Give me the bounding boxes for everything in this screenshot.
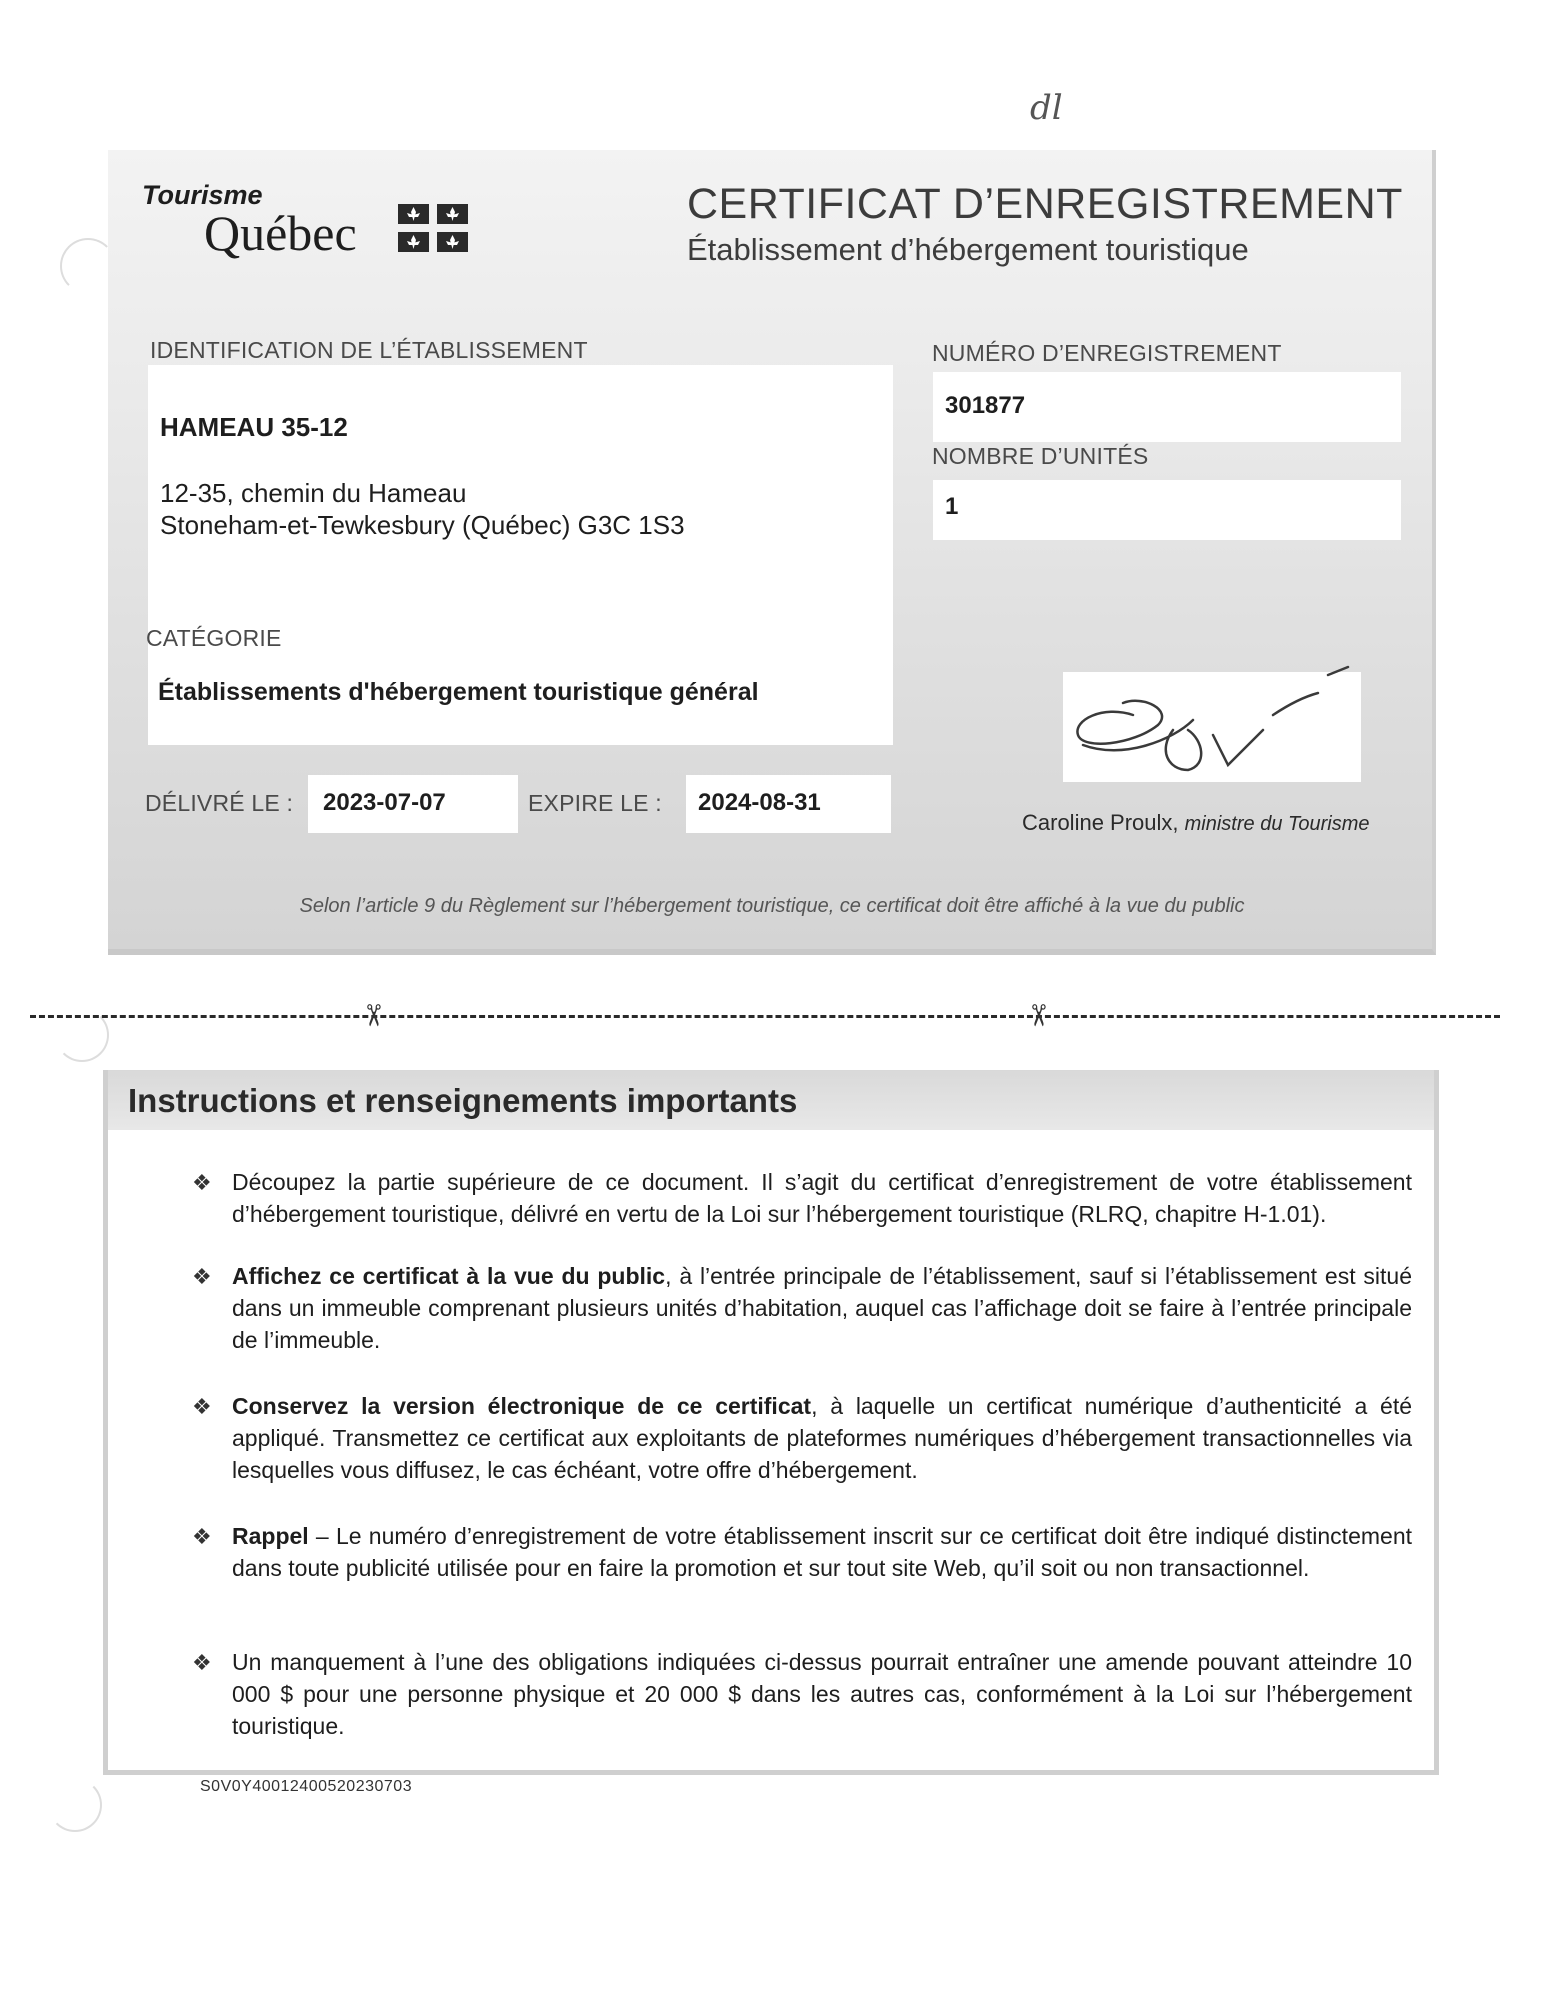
bullet-icon: ❖ <box>192 1524 212 1549</box>
margin-initials: dl <box>1030 88 1063 128</box>
instruction-item: Affichez ce certificat à la vue du public, à l’entrée principale de l’établissement, sauf si l’établissement est situé dans un immeuble comprenant plusieurs unités d’habitation, auquel cas l’affichage doit se faire à l’entrée principale de l’immeuble. <box>232 1263 1412 1353</box>
category-value: Établissements d'hébergement touristique général <box>158 678 759 706</box>
certificate-title: CERTIFICAT D’ENREGISTREMENT <box>687 180 1403 228</box>
minister-role: ministre du Tourisme <box>1184 813 1370 835</box>
address-line-1: 12-35, chemin du Hameau <box>160 478 467 508</box>
bullet-icon: ❖ <box>192 1650 212 1675</box>
instructions-title: Instructions et renseignements importants <box>128 1082 798 1119</box>
registration-number-label: NUMÉRO D’ENREGISTREMENT <box>932 340 1282 366</box>
address-line-2: Stoneham-et-Tewkesbury (Québec) G3C 1S3 <box>160 510 685 540</box>
instruction-item: Découpez la partie supérieure de ce document. Il s’agit du certificat d’enregistrement de votre établissement d’hébergement touristique, délivré en vertu de la Loi sur l’hébergement touristique (RLRQ, chapitre H-1.01). <box>232 1169 1412 1227</box>
minister-credit: Caroline Proulx, ministre du Tourisme <box>1022 810 1370 835</box>
logo-tourisme-text: Tourisme <box>142 180 263 210</box>
bullet-icon: ❖ <box>192 1170 212 1195</box>
quebec-flag-icon <box>398 204 468 252</box>
units-label: NOMBRE D’UNITÉS <box>932 443 1149 469</box>
cut-line <box>30 1015 1500 1018</box>
issued-date: 2023-07-07 <box>323 789 446 816</box>
identification-label: IDENTIFICATION DE L’ÉTABLISSEMENT <box>150 337 588 363</box>
bullet-icon: ❖ <box>192 1394 212 1419</box>
instruction-item: Rappel – Le numéro d’enregistrement de votre établissement inscrit sur ce certificat doit être indiqué distinctement dans toute publicité utilisée pour en faire la promotion et sur tout site Web, qu’il soit ou non transactionnel. <box>232 1523 1412 1581</box>
certificate-subtitle: Établissement d’hébergement touristique <box>687 232 1249 267</box>
establishment-name: HAMEAU 35-12 <box>160 412 348 442</box>
instruction-item: Conservez la version électronique de ce certificat, à laquelle un certificat numérique d’authenticité a été appliqué. Transmettez ce certificat aux exploitants de plateformes numériques d’hébergement transactionnelles via lesquelles vous diffusez, le cas échéant, votre offre d’hébergement. <box>232 1393 1412 1483</box>
punch-hole-bottom <box>48 1778 102 1832</box>
instructions-header <box>108 1070 1434 1130</box>
category-label: CATÉGORIE <box>146 625 282 651</box>
units-value: 1 <box>945 493 959 520</box>
registration-number: 301877 <box>945 392 1026 419</box>
instruction-item: Un manquement à l’une des obligations indiquées ci-dessus pourrait entraîner une amende pouvant atteindre 10 000 $ pour une personne physique et 20 000 $ dans les autres cas, conformément à la Loi sur l’hébergement touristique. <box>232 1649 1412 1739</box>
units-box <box>933 480 1401 540</box>
logo-quebec-text: Québec <box>204 205 357 261</box>
issued-label: DÉLIVRÉ LE : <box>145 790 294 816</box>
minister-name: Caroline Proulx <box>1022 810 1173 835</box>
scissors-icon: ✂ <box>1021 1002 1055 1029</box>
reference-code: S0V0Y40012400520230703 <box>200 1778 413 1795</box>
expiry-date: 2024-08-31 <box>698 789 821 816</box>
expiry-label: EXPIRE LE : <box>528 790 662 816</box>
display-requirement-note: Selon l’article 9 du Règlement sur l’hébergement touristique, ce certificat doit être affiché à la vue du public <box>299 895 1245 917</box>
bullet-icon: ❖ <box>192 1264 212 1289</box>
minister-signature <box>1063 665 1363 780</box>
scissors-icon: ✂ <box>356 1002 390 1029</box>
